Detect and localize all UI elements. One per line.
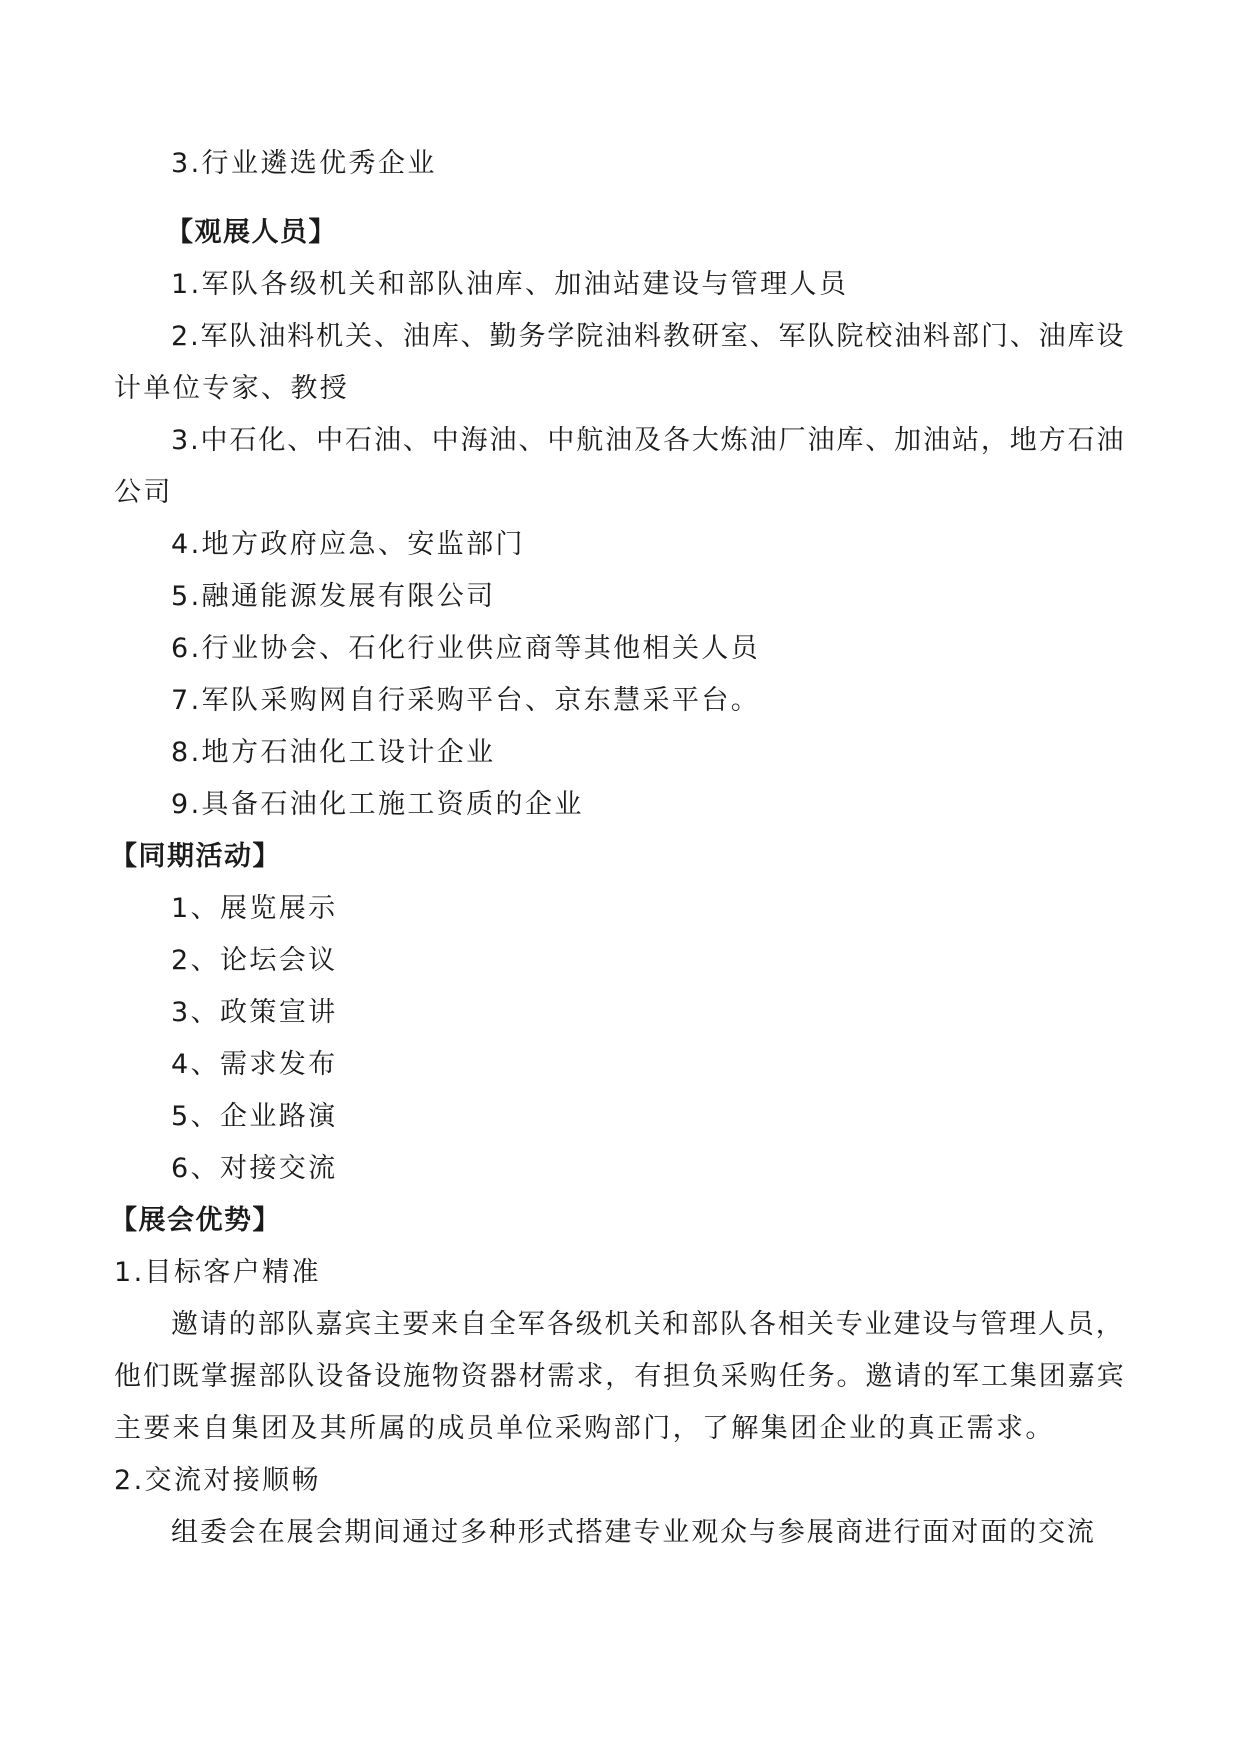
section-heading-advantages: 【展会优势】: [110, 1205, 281, 1236]
advantage-title-1: 1.目标客户精准: [114, 1257, 321, 1288]
visitor-item-2-continued: 计单位专家、教授: [114, 373, 350, 404]
activity-item-2: 2、论坛会议: [171, 945, 338, 976]
activity-item-3: 3、政策宣讲: [171, 997, 338, 1028]
visitor-item-4: 4.地方政府应急、安监部门: [171, 529, 525, 560]
visitor-item-8: 8.地方石油化工设计企业: [171, 737, 496, 768]
advantage-paragraph-2-line-1: 组委会在展会期间通过多种形式搭建专业观众与参展商进行面对面的交流: [171, 1517, 1096, 1548]
advantage-paragraph-1-line-3: 主要来自集团及其所属的成员单位采购部门，了解集团企业的真正需求。: [114, 1413, 1055, 1444]
intro-item-3: 3.行业遴选优秀企业: [171, 148, 437, 179]
advantage-paragraph-1-line-2: 他们既掌握部队设备设施物资器材需求，有担负采购任务。邀请的军工集团嘉宾: [114, 1361, 1126, 1392]
visitor-item-3-continued: 公司: [114, 477, 173, 508]
section-heading-visitors: 【观展人员】: [166, 217, 337, 248]
advantage-title-2: 2.交流对接顺畅: [114, 1465, 321, 1496]
visitor-item-1: 1.军队各级机关和部队油库、加油站建设与管理人员: [171, 269, 849, 300]
section-heading-activities: 【同期活动】: [110, 841, 281, 872]
visitor-item-6: 6.行业协会、石化行业供应商等其他相关人员: [171, 633, 761, 664]
visitor-item-2: 2.军队油料机关、油库、勤务学院油料教研室、军队院校油料部门、油库设: [171, 321, 1126, 352]
activity-item-1: 1、展览展示: [171, 893, 338, 924]
visitor-item-3: 3.中石化、中石油、中海油、中航油及各大炼油厂油库、加油站，地方石油: [171, 425, 1126, 456]
activity-item-6: 6、对接交流: [171, 1153, 338, 1184]
visitor-item-9: 9.具备石油化工施工资质的企业: [171, 789, 584, 820]
activity-item-5: 5、企业路演: [171, 1101, 338, 1132]
visitor-item-7: 7.军队采购网自行采购平台、京东慧采平台。: [171, 685, 761, 716]
advantage-paragraph-1-line-1: 邀请的部队嘉宾主要来自全军各级机关和部队各相关专业建设与管理人员，: [171, 1309, 1125, 1340]
activity-item-4: 4、需求发布: [171, 1049, 338, 1080]
visitor-item-5: 5.融通能源发展有限公司: [171, 581, 496, 612]
